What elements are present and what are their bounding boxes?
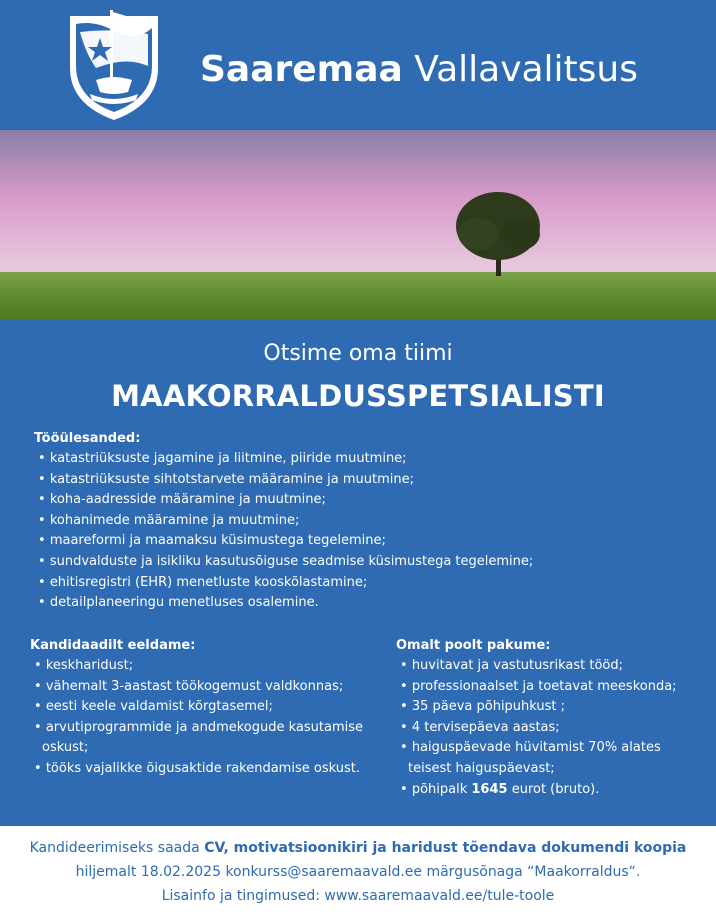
footer xyxy=(0,826,716,924)
list-item: • kohanimede määramine ja muutmine; xyxy=(34,511,674,532)
requirements-section xyxy=(30,636,380,780)
job-title: MAAKORRALDUSSPETSIALISTI xyxy=(111,379,605,413)
offer-list xyxy=(396,656,706,800)
list-item: • keskharidust; xyxy=(30,656,380,677)
list-item: • ehitisregistri (EHR) menetluste kooskõlastamine; xyxy=(34,573,674,594)
list-item: • 35 päeva põhipuhkust ; xyxy=(396,697,706,718)
list-item: • arvutiprogrammide ja andmekogude kasutamise oskust; xyxy=(30,718,380,759)
requirements-title: Kandidaadilt eeldame: xyxy=(30,638,196,653)
list-item: • katastriüksuste sihtotstarvete määramine ja muutmine; xyxy=(34,470,674,491)
list-item: • eesti keele valdamist kõrgtasemel; xyxy=(30,697,380,718)
tasks-title: Tööülesanded: xyxy=(34,431,141,446)
footer-line-apply: Kandideerimiseks saada CV, motivatsioonikiri ja haridust tõendava dokumendi koopia xyxy=(29,840,687,856)
requirements-list xyxy=(30,656,380,780)
salary-item: • põhipalk 1645 eurot (bruto). xyxy=(396,780,706,801)
list-item: • professionaalset ja toetavat meeskonda; xyxy=(396,677,706,698)
tasks-section xyxy=(34,429,674,614)
list-item: • detailplaneeringu menetluses osalemine. xyxy=(34,593,674,614)
footer-line-info: Lisainfo ja tingimused: www.saaremaavald.ee/tule-toole xyxy=(161,888,555,904)
header xyxy=(0,0,716,130)
list-item: • sundvalduste ja isikliku kasutusõiguse seadmise küsimustega tegelemine; xyxy=(34,552,674,573)
list-item: • koha-aadresside määramine ja muutmine; xyxy=(34,490,674,511)
list-item: • 4 tervisepäeva aastas; xyxy=(396,718,706,739)
list-item: • katastriüksuste jagamine ja liitmine, piiride muutmine; xyxy=(34,449,674,470)
list-item: • maareformi ja maamaksu küsimustega tegelemine; xyxy=(34,531,674,552)
saaremaa-coat-of-arms-icon xyxy=(66,8,162,122)
tree-in-grass-field-photo xyxy=(0,130,716,320)
offer-title: Omalt poolt pakume: xyxy=(396,638,551,653)
list-item: • tööks vajalikke õigusaktide rakendamise oskust. xyxy=(30,759,380,780)
list-item: • huvitavat ja vastutusrikast tööd; xyxy=(396,656,706,677)
tasks-list xyxy=(34,449,674,614)
organization-name: Saaremaa Vallavalitsus xyxy=(200,49,639,90)
subtitle: Otsime oma tiimi xyxy=(263,341,453,366)
offer-section xyxy=(396,636,706,800)
list-item: • haiguspäevade hüvitamist 70% alates teisest haiguspäevast; xyxy=(396,738,706,779)
list-item: • vähemalt 3-aastast töökogemust valdkonnas; xyxy=(30,677,380,698)
footer-line-deadline: hiljemalt 18.02.2025 konkurss@saaremaavald.ee märgusõnaga “Maakorraldus“. xyxy=(75,864,641,880)
